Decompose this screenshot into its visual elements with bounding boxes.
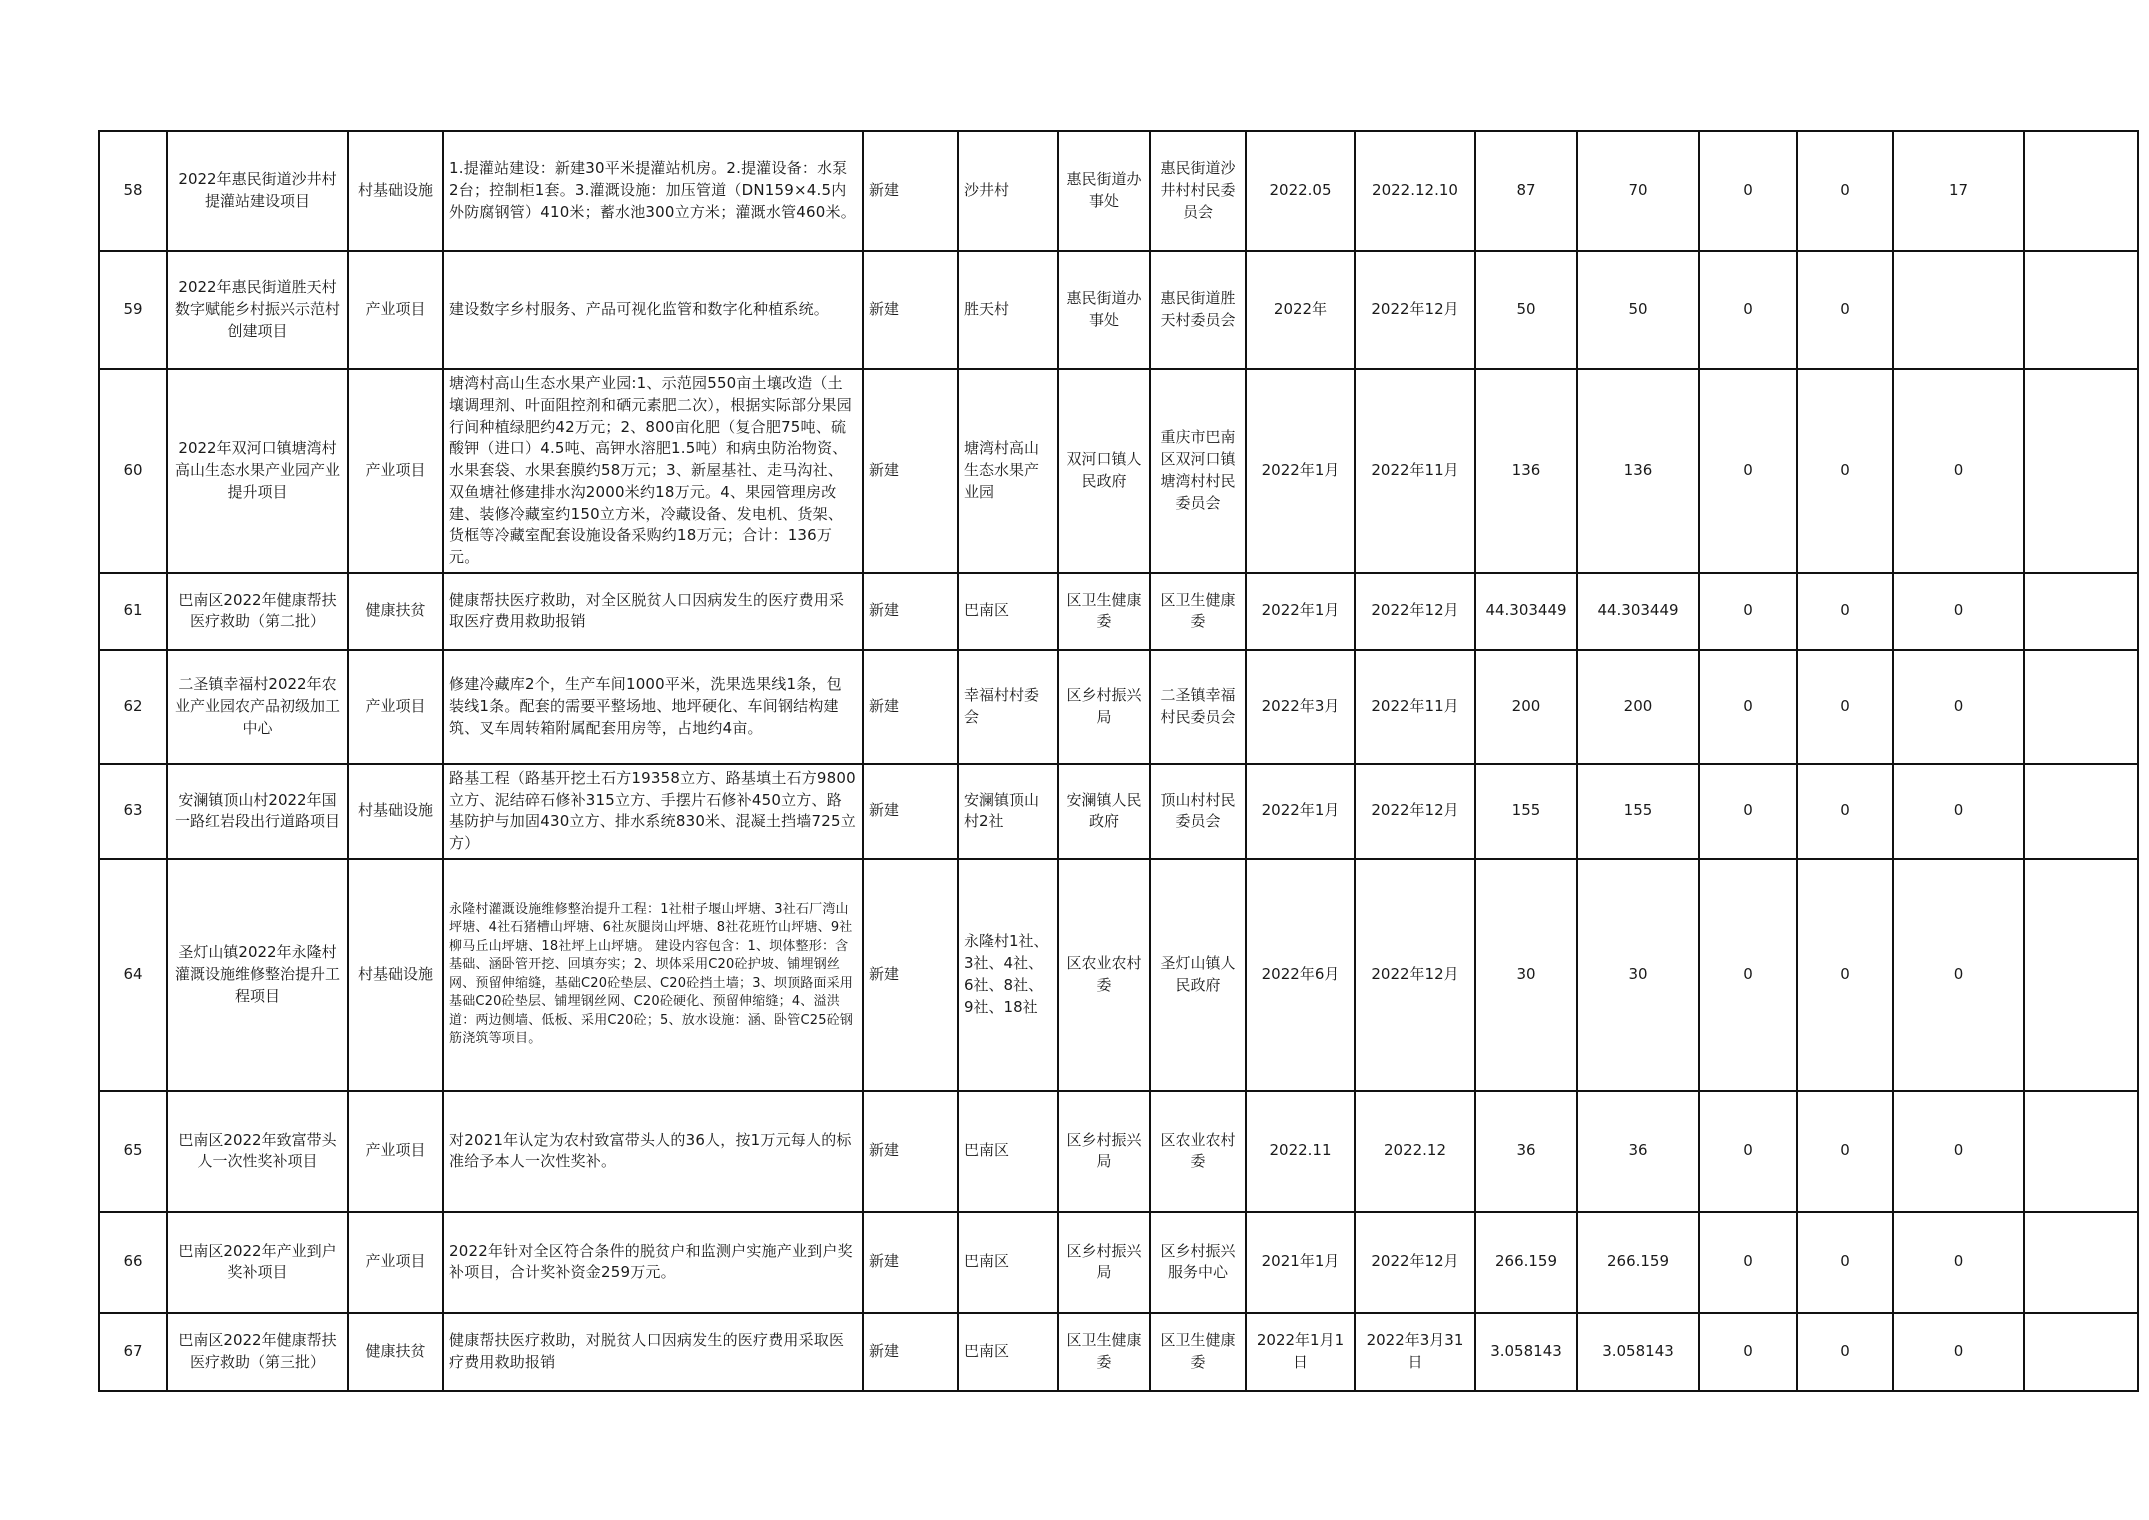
start-date: 2022年: [1246, 251, 1355, 369]
end-date: 2022年11月: [1355, 650, 1475, 764]
remark-cell: [2024, 369, 2138, 573]
fund-column-4: 0: [1893, 1091, 2024, 1212]
project-type: 健康扶贫: [348, 573, 443, 650]
construction-content: 1.提灌站建设：新建30平米提灌站机房。2.提灌设备：水泵2台；控制柜1套。3.灌溉设施：加压管道（DN159×4.5内外防腐钢管）410米；蓄水池300立方米；灌溉水管460米。: [443, 131, 863, 251]
end-date: 2022年12月: [1355, 573, 1475, 650]
table-row: [99, 650, 2138, 764]
row-number: 63: [99, 764, 167, 859]
construction-nature: 新建: [863, 650, 958, 764]
fund-column-4: 0: [1893, 650, 2024, 764]
project-type: 产业项目: [348, 1091, 443, 1212]
total-investment: 266.159: [1475, 1212, 1577, 1313]
row-number: 65: [99, 1091, 167, 1212]
remark-cell: [2024, 251, 2138, 369]
remark-cell: [2024, 1091, 2138, 1212]
total-investment: 44.303449: [1475, 573, 1577, 650]
fund-column-1: 3.058143: [1577, 1313, 1699, 1391]
fund-column-3: 0: [1797, 1091, 1893, 1212]
row-number: 64: [99, 859, 167, 1091]
start-date: 2022年1月: [1246, 369, 1355, 573]
responsible-unit: 区乡村振兴局: [1058, 1212, 1150, 1313]
row-number: 59: [99, 251, 167, 369]
start-date: 2022年1月1日: [1246, 1313, 1355, 1391]
project-owner: 区乡村振兴服务中心: [1150, 1212, 1246, 1313]
fund-column-3: 0: [1797, 131, 1893, 251]
fund-column-3: 0: [1797, 764, 1893, 859]
project-name: 巴南区2022年致富带头人一次性奖补项目: [167, 1091, 348, 1212]
construction-nature: 新建: [863, 764, 958, 859]
fund-column-4: 0: [1893, 573, 2024, 650]
row-number: 61: [99, 573, 167, 650]
responsible-unit: 区卫生健康委: [1058, 573, 1150, 650]
fund-column-1: 50: [1577, 251, 1699, 369]
project-name: 2022年惠民街道沙井村提灌站建设项目: [167, 131, 348, 251]
project-owner: 圣灯山镇人民政府: [1150, 859, 1246, 1091]
project-name: 二圣镇幸福村2022年农业产业园农产品初级加工中心: [167, 650, 348, 764]
project-name: 2022年惠民街道胜天村数字赋能乡村振兴示范村创建项目: [167, 251, 348, 369]
fund-column-1: 155: [1577, 764, 1699, 859]
row-number: 58: [99, 131, 167, 251]
project-location: 巴南区: [958, 573, 1058, 650]
construction-content: 永隆村灌溉设施维修整治提升工程：1社柑子堰山坪塘、3社石厂湾山坪塘、4社石猪槽山坪塘、6社灰腿岗山坪塘、8社花班竹山坪塘、9社柳马丘山坪塘、18社坪上山坪塘。 建设内容包含：1、坝体整形：含基础、涵卧管开挖、回填夯实；2、坝体采用C20砼护坡、铺埋钢丝网、预留伸缩缝，基础C20砼垫层、C20砼挡土墙；3、坝顶路面采用基础C20砼垫层、铺埋钢丝网、C20砼硬化、预留伸缩缝；4、溢洪道：两边侧墙、低板、采用C20砼；5、放水设施：涵、卧管C25砼钢筋浇筑等项目。: [443, 859, 863, 1091]
project-location: 安澜镇顶山村2社: [958, 764, 1058, 859]
start-date: 2022.05: [1246, 131, 1355, 251]
fund-column-2: 0: [1699, 1212, 1797, 1313]
total-investment: 200: [1475, 650, 1577, 764]
remark-cell: [2024, 859, 2138, 1091]
project-type: 村基础设施: [348, 764, 443, 859]
fund-column-1: 136: [1577, 369, 1699, 573]
row-number: 66: [99, 1212, 167, 1313]
fund-column-2: 0: [1699, 1091, 1797, 1212]
construction-nature: 新建: [863, 131, 958, 251]
total-investment: 50: [1475, 251, 1577, 369]
remark-cell: [2024, 131, 2138, 251]
responsible-unit: 区农业农村委: [1058, 859, 1150, 1091]
remark-cell: [2024, 650, 2138, 764]
fund-column-4: 0: [1893, 1313, 2024, 1391]
start-date: 2022年6月: [1246, 859, 1355, 1091]
responsible-unit: 区卫生健康委: [1058, 1313, 1150, 1391]
fund-column-4: 17: [1893, 131, 2024, 251]
start-date: 2022年1月: [1246, 764, 1355, 859]
fund-column-1: 36: [1577, 1091, 1699, 1212]
fund-column-1: 200: [1577, 650, 1699, 764]
fund-column-4: 0: [1893, 764, 2024, 859]
project-type: 产业项目: [348, 650, 443, 764]
responsible-unit: 双河口镇人民政府: [1058, 369, 1150, 573]
end-date: 2022年12月: [1355, 764, 1475, 859]
fund-column-2: 0: [1699, 859, 1797, 1091]
project-owner: 顶山村村民委员会: [1150, 764, 1246, 859]
table-row: [99, 1212, 2138, 1313]
fund-column-3: 0: [1797, 859, 1893, 1091]
fund-column-3: 0: [1797, 650, 1893, 764]
project-name: 巴南区2022年产业到户奖补项目: [167, 1212, 348, 1313]
table-row: [99, 1091, 2138, 1212]
start-date: 2022年3月: [1246, 650, 1355, 764]
fund-column-2: 0: [1699, 251, 1797, 369]
project-type: 产业项目: [348, 369, 443, 573]
project-type: 产业项目: [348, 251, 443, 369]
fund-column-3: 0: [1797, 1313, 1893, 1391]
end-date: 2022年12月: [1355, 1212, 1475, 1313]
project-owner: 区卫生健康委: [1150, 573, 1246, 650]
end-date: 2022年11月: [1355, 369, 1475, 573]
start-date: 2021年1月: [1246, 1212, 1355, 1313]
end-date: 2022年12月: [1355, 251, 1475, 369]
project-owner: 惠民街道沙井村村民委员会: [1150, 131, 1246, 251]
construction-nature: 新建: [863, 1091, 958, 1212]
project-location: 巴南区: [958, 1091, 1058, 1212]
fund-column-1: 30: [1577, 859, 1699, 1091]
remark-cell: [2024, 573, 2138, 650]
fund-column-1: 266.159: [1577, 1212, 1699, 1313]
total-investment: 136: [1475, 369, 1577, 573]
fund-column-2: 0: [1699, 369, 1797, 573]
total-investment: 30: [1475, 859, 1577, 1091]
project-type: 村基础设施: [348, 859, 443, 1091]
fund-column-3: 0: [1797, 1212, 1893, 1313]
fund-column-2: 0: [1699, 131, 1797, 251]
project-location: 永隆村1社、3社、4社、6社、8社、9社、18社: [958, 859, 1058, 1091]
fund-column-1: 70: [1577, 131, 1699, 251]
table-row: [99, 859, 2138, 1091]
table-row: [99, 1313, 2138, 1391]
fund-column-4: 0: [1893, 859, 2024, 1091]
project-owner: 重庆市巴南区双河口镇塘湾村村民委员会: [1150, 369, 1246, 573]
project-location: 胜天村: [958, 251, 1058, 369]
remark-cell: [2024, 1212, 2138, 1313]
construction-content: 路基工程（路基开挖土石方19358立方、路基填土石方9800立方、泥结碎石修补315立方、手摆片石修补450立方、路基防护与加固430立方、排水系统830米、混凝土挡墙725立方）: [443, 764, 863, 859]
construction-nature: 新建: [863, 1313, 958, 1391]
construction-nature: 新建: [863, 573, 958, 650]
construction-content: 建设数字乡村服务、产品可视化监管和数字化种植系统。: [443, 251, 863, 369]
project-name: 巴南区2022年健康帮扶医疗救助（第三批）: [167, 1313, 348, 1391]
end-date: 2022.12.10: [1355, 131, 1475, 251]
start-date: 2022年1月: [1246, 573, 1355, 650]
responsible-unit: 区乡村振兴局: [1058, 650, 1150, 764]
total-investment: 155: [1475, 764, 1577, 859]
project-type: 村基础设施: [348, 131, 443, 251]
responsible-unit: 惠民街道办事处: [1058, 131, 1150, 251]
fund-column-4: [1893, 251, 2024, 369]
construction-content: 健康帮扶医疗救助，对脱贫人口因病发生的医疗费用采取医疗费用救助报销: [443, 1313, 863, 1391]
fund-column-2: 0: [1699, 764, 1797, 859]
construction-nature: 新建: [863, 369, 958, 573]
start-date: 2022.11: [1246, 1091, 1355, 1212]
project-owner: 二圣镇幸福村民委员会: [1150, 650, 1246, 764]
table-row: [99, 573, 2138, 650]
fund-column-1: 44.303449: [1577, 573, 1699, 650]
construction-nature: 新建: [863, 1212, 958, 1313]
project-location: 巴南区: [958, 1212, 1058, 1313]
fund-column-3: 0: [1797, 369, 1893, 573]
project-type: 产业项目: [348, 1212, 443, 1313]
end-date: 2022.12: [1355, 1091, 1475, 1212]
responsible-unit: 惠民街道办事处: [1058, 251, 1150, 369]
total-investment: 87: [1475, 131, 1577, 251]
project-location: 沙井村: [958, 131, 1058, 251]
row-number: 67: [99, 1313, 167, 1391]
row-number: 60: [99, 369, 167, 573]
project-type: 健康扶贫: [348, 1313, 443, 1391]
remark-cell: [2024, 1313, 2138, 1391]
project-location: 幸福村村委会: [958, 650, 1058, 764]
construction-content: 2022年针对全区符合条件的脱贫户和监测户实施产业到户奖补项目，合计奖补资金259万元。: [443, 1212, 863, 1313]
fund-column-3: 0: [1797, 251, 1893, 369]
construction-nature: 新建: [863, 251, 958, 369]
row-number: 62: [99, 650, 167, 764]
construction-content: 健康帮扶医疗救助，对全区脱贫人口因病发生的医疗费用采取医疗费用救助报销: [443, 573, 863, 650]
table-row: [99, 764, 2138, 859]
fund-column-2: 0: [1699, 573, 1797, 650]
project-name: 安澜镇顶山村2022年国一路红岩段出行道路项目: [167, 764, 348, 859]
responsible-unit: 区乡村振兴局: [1058, 1091, 1150, 1212]
project-owner: 惠民街道胜天村委员会: [1150, 251, 1246, 369]
end-date: 2022年12月: [1355, 859, 1475, 1091]
construction-content: 塘湾村高山生态水果产业园:1、示范园550亩土壤改造（土壤调理剂、叶面阻控剂和硒元素肥二次），根据实际部分果园行间种植绿肥约42万元；2、800亩化肥（复合肥75吨、硫酸钾（进口）4.5吨、高钾水溶肥1.5吨）和病虫防治物资、水果套袋、水果套膜约58万元；3、新屋基社、走马沟社、双鱼塘社修建排水沟2000米约18万元。4、果园管理房改建、装修冷藏室约150立方米，冷藏设备、发电机、货架、货框等冷藏室配套设施设备采购约18万元；合计：136万元。: [443, 369, 863, 573]
project-location: 塘湾村高山生态水果产业园: [958, 369, 1058, 573]
project-owner: 区卫生健康委: [1150, 1313, 1246, 1391]
project-name: 2022年双河口镇塘湾村高山生态水果产业园产业提升项目: [167, 369, 348, 573]
project-name: 圣灯山镇2022年永隆村灌溉设施维修整治提升工程项目: [167, 859, 348, 1091]
fund-column-4: 0: [1893, 369, 2024, 573]
project-table: [98, 130, 2139, 1392]
total-investment: 36: [1475, 1091, 1577, 1212]
construction-nature: 新建: [863, 859, 958, 1091]
responsible-unit: 安澜镇人民政府: [1058, 764, 1150, 859]
fund-column-2: 0: [1699, 650, 1797, 764]
end-date: 2022年3月31日: [1355, 1313, 1475, 1391]
table-row: [99, 251, 2138, 369]
total-investment: 3.058143: [1475, 1313, 1577, 1391]
table-row: [99, 369, 2138, 573]
fund-column-2: 0: [1699, 1313, 1797, 1391]
fund-column-4: 0: [1893, 1212, 2024, 1313]
fund-column-3: 0: [1797, 573, 1893, 650]
project-location: 巴南区: [958, 1313, 1058, 1391]
construction-content: 对2021年认定为农村致富带头人的36人，按1万元每人的标准给予本人一次性奖补。: [443, 1091, 863, 1212]
remark-cell: [2024, 764, 2138, 859]
table-row: [99, 131, 2138, 251]
project-name: 巴南区2022年健康帮扶医疗救助（第二批）: [167, 573, 348, 650]
construction-content: 修建冷藏库2个，生产车间1000平米，洗果选果线1条，包装线1条。配套的需要平整场地、地坪硬化、车间钢结构建筑、叉车周转箱附属配套用房等，占地约4亩。: [443, 650, 863, 764]
project-owner: 区农业农村委: [1150, 1091, 1246, 1212]
